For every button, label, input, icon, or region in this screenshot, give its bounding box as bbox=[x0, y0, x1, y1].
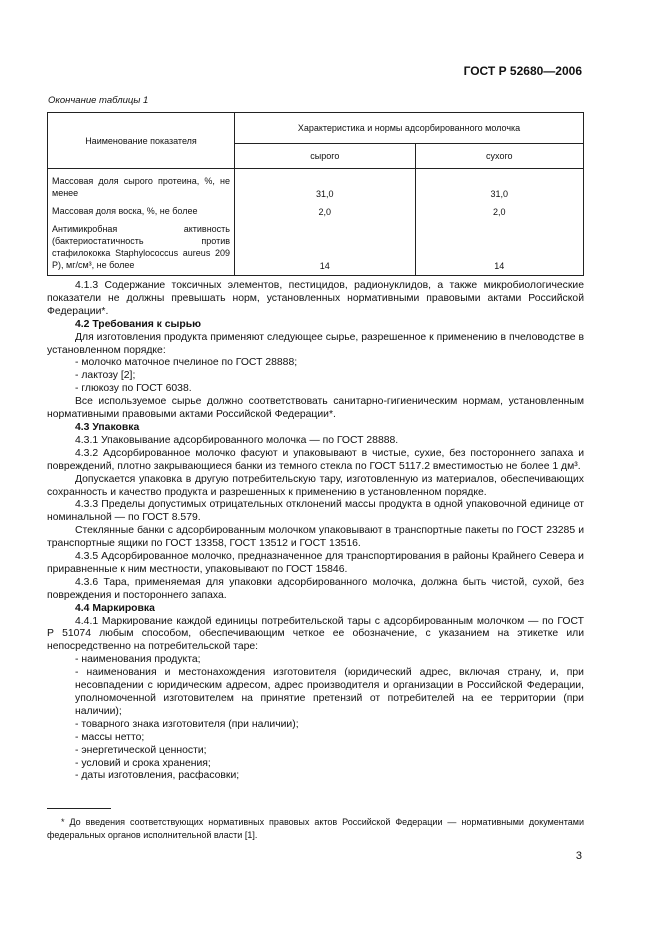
list-item: - молочко маточное пчелиное по ГОСТ 28888; bbox=[75, 357, 298, 369]
list-item: - лактозу [2]; bbox=[75, 370, 136, 382]
row-name: Массовая доля сырого протеина, %, не менее bbox=[48, 169, 235, 202]
paragraph: Все используемое сырье должно соответствовать санитарно-гигиеническим нормам, установленным нормативными правовыми актами Российской Федерации*. bbox=[47, 396, 584, 421]
row-raw: 14 bbox=[235, 219, 416, 276]
row-name: Антимикробная активность (бактериостатичность против стафилококка Staphylococcus aureus 209 Р), мг/см³, не более bbox=[48, 219, 235, 276]
footnote-divider bbox=[47, 808, 111, 809]
main-text bbox=[47, 280, 584, 783]
list-item: - массы нетто; bbox=[75, 731, 145, 743]
paragraph-4-1-3: 4.1.3 Содержание токсичных элементов, пестицидов, радионуклидов, а также микробиологические показатели не должны превышать норм, установленных нормативными правовыми актами Российской Федерации*. bbox=[47, 280, 584, 317]
paragraph-4-3-3: 4.3.3 Пределы допустимых отрицательных отклонений массы продукта в одной упаковочной единице от номинальной — по ГОСТ 8.579. bbox=[47, 499, 584, 524]
paragraph-4-3-4: Стеклянные банки с адсорбированным молочком упаковывают в транспортные пакеты по ГОСТ 23285 и транспортные ящики по ГОСТ 13358, ГОСТ 13512 и ГОСТ 13516. bbox=[47, 525, 584, 550]
footnote: * До введения соответствующих нормативных правовых актов Российской Федерации — нормативными документами федеральных органов исполнительной власти [1]. bbox=[47, 817, 584, 840]
section-heading-4-3: 4.3 Упаковка bbox=[75, 421, 140, 433]
paragraph-4-3-2: 4.3.2 Адсорбированное молочко фасуют и упаковывают в чистые, сухие, без постороннего запаха и повреждений, плотно закрывающиеся банки из темного стекла по ГОСТ 5117.2 вместимостью не более 1 дм³. bbox=[47, 447, 584, 472]
list-item: - даты изготовления, расфасовки; bbox=[75, 770, 240, 782]
row-raw: 2,0 bbox=[235, 201, 416, 219]
col-header-dry: сухого bbox=[415, 144, 583, 169]
table-row bbox=[48, 219, 584, 276]
col-header-name: Наименование показателя bbox=[48, 113, 235, 169]
col-header-group: Характеристика и нормы адсорбированного молочка bbox=[235, 113, 584, 144]
paragraph: Допускается упаковка в другую потребительскую тару, изготовленную из материалов, обеспечивающих сохранность и качество продукта и разрешенных к применению в установленном порядке. bbox=[47, 473, 584, 498]
list-item: - наименования и местонахождения изготовителя (юридический адрес, включая страну, и, при несовпадении с юридическим адресом, адрес производителя и организации в Российской Федерации, уполномоченной изготовителем на принятие претензий от потребителей на ее территории (при наличии); bbox=[75, 667, 584, 717]
indicators-table bbox=[47, 112, 584, 276]
list-item: - глюкозу по ГОСТ 6038. bbox=[75, 383, 192, 395]
list-item: - условий и срока хранения; bbox=[75, 757, 211, 769]
list-item: - энергетической ценности; bbox=[75, 744, 207, 756]
paragraph-4-3-1: 4.3.1 Упаковывание адсорбированного молочка — по ГОСТ 28888. bbox=[75, 434, 399, 446]
table-row bbox=[48, 169, 584, 202]
page-number: 3 bbox=[575, 850, 582, 862]
list-item: - товарного знака изготовителя (при наличии); bbox=[75, 718, 299, 730]
paragraph-4-4-1: 4.4.1 Маркирование каждой единицы потребительской тары с адсорбированным молочком — по ГОСТ Р 51074 любым способом, обеспечивающим четкое ее обозначение, с указанием на этикетке или непосредственно на потребительской таре: bbox=[47, 615, 584, 653]
row-dry: 2,0 bbox=[415, 201, 583, 219]
section-heading-4-2: 4.2 Требования к сырью bbox=[75, 318, 202, 330]
document-id: ГОСТ Р 52680—2006 bbox=[463, 64, 582, 78]
row-name: Массовая доля воска, %, не более bbox=[48, 201, 235, 219]
row-raw: 31,0 bbox=[235, 169, 416, 202]
list-item: - наименования продукта; bbox=[75, 654, 201, 666]
paragraph: Для изготовления продукта применяют следующее сырье, разрешенное к применению в пчеловодстве в установленном порядке: bbox=[47, 331, 584, 356]
paragraph-4-3-6: 4.3.6 Тара, применяемая для упаковки адсорбированного молочка, должна быть чистой, сухой, без повреждения и постороннего запаха. bbox=[47, 576, 584, 601]
table-row bbox=[48, 201, 584, 219]
col-header-raw: сырого bbox=[235, 144, 416, 169]
row-dry: 31,0 bbox=[415, 169, 583, 202]
paragraph-4-3-5: 4.3.5 Адсорбированное молочко, предназначенное для транспортирования в районы Крайнего Севера и приравненные к ним местности, упаковывают по ГОСТ 15846. bbox=[47, 551, 584, 575]
section-heading-4-4: 4.4 Маркировка bbox=[75, 602, 155, 614]
table-caption: Окончание таблицы 1 bbox=[48, 95, 149, 106]
row-dry: 14 bbox=[415, 219, 583, 276]
